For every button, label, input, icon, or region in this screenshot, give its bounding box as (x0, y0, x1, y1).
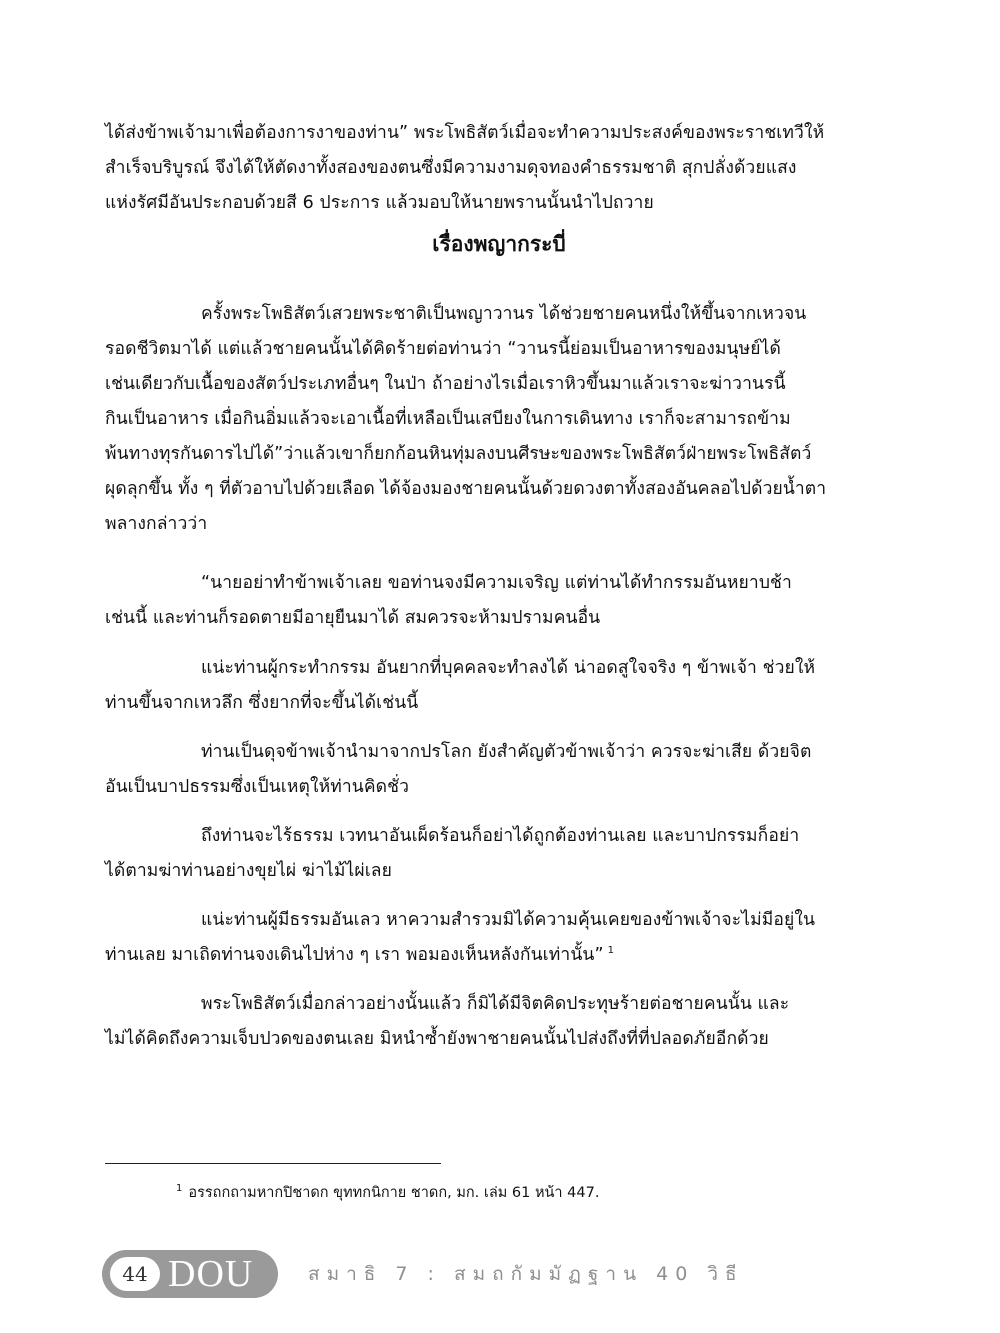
intro-paragraph (105, 116, 893, 221)
verse-paragraph (105, 651, 893, 721)
verse-paragraph (105, 566, 893, 636)
paragraph-line: ถึงท่านจะไร้ธรรม เวทนาอันเผ็ดร้อนก็อย่าได้ถูกต้องท่านเลย และบาปกรรมก็อย่า (201, 826, 800, 846)
intro-line: แห่งรัศมีอันประกอบด้วยสี 6 ประการ แล้วมอบให้นายพรานนั้นนำไปถวาย (105, 193, 654, 213)
paragraph-line: ไม่ได้คิดถึงความเจ็บปวดของตนเลย มิหนำซ้ำยังพาชายคนนั้นไปส่งถึงที่ที่ปลอดภัยอีกด้วย (105, 1029, 769, 1049)
paragraph-line: อันเป็นบาปธรรมซึ่งเป็นเหตุให้ท่านคิดชั่ว (105, 777, 410, 797)
paragraph-line: กินเป็นอาหาร เมื่อกินอิ่มแล้วจะเอาเนื้อที่เหลือเป็นเสบียงในการเดินทาง เราก็จะสามารถข้าม (105, 409, 791, 429)
footnote-divider (105, 1163, 441, 1164)
paragraph-line: ท่านเลย มาเถิดท่านจงเดินไปห่าง ๆ เรา พอมองเห็นหลังกันเท่านั้น” (105, 945, 604, 965)
paragraph-line: เช่นเดียวกับเนื้อของสัตว์ประเภทอื่นๆ ในป่า ถ้าอย่างไรเมื่อเราหิวขึ้นมาแล้วเราจะฆ่าวานรนี้ (105, 374, 786, 394)
verse-paragraph (105, 735, 893, 805)
paragraph-line: เช่นนี้ และท่านก็รอดตายมีอายุยืนมาได้ สมควรจะห้ามปรามคนอื่น (105, 608, 601, 628)
paragraph-line: พลางกล่าวว่า (105, 514, 208, 534)
story-paragraph (105, 987, 893, 1057)
verse-paragraph (105, 819, 893, 889)
page-number: 44 (110, 1257, 160, 1291)
verse-paragraph (105, 903, 893, 973)
intro-line: สำเร็จบริบูรณ์ จึงได้ให้ตัดงาทั้งสองของตนซึ่งมีความงามดุจทองคำธรรมชาติ สุกปลั่งด้วยแสง (105, 158, 797, 178)
section-title: เรื่องพญากระบี่ (432, 232, 566, 256)
footnote-text: อรรถกถามหากปิชาดก ขุททกนิกาย ชาดก, มก. เล่ม 61 หน้า 447. (188, 1185, 600, 1201)
paragraph-line: รอดชีวิตมาได้ แต่แล้วชายคนนั้นได้คิดร้ายต่อท่านว่า “วานรนี้ย่อมเป็นอาหารของมนุษย์ได้ (105, 339, 781, 359)
paragraph-line: แน่ะท่านผู้กระทำกรรม อันยากที่บุคคลจะทำลงได้ น่าอดสูใจจริง ๆ ข้าพเจ้า ช่วยให้ (201, 658, 816, 678)
footnote (176, 1180, 599, 1206)
paragraph-line: ครั้งพระโพธิสัตว์เสวยพระชาติเป็นพญาวานร ได้ช่วยชายคนหนึ่งให้ขึ้นจากเหวจน (201, 304, 807, 324)
paragraph-line: พระโพธิสัตว์เมื่อกล่าวอย่างนั้นแล้ว ก็มิได้มีจิตคิดประทุษร้ายต่อชายคนนั้น และ (201, 994, 790, 1014)
footnote-number: 1 (176, 1183, 183, 1195)
footnote-reference[interactable]: 1 (607, 945, 615, 957)
running-title: สมาธิ 7 : สมถกัมมัฏฐาน 40 วิธี (308, 1263, 744, 1285)
paragraph-line: ผุดลุกขึ้น ทั้ง ๆ ที่ตัวอาบไปด้วยเลือด ได้จ้องมองชายคนนั้นด้วยดวงตาทั้งสองอันคลอไปด้วยน้ำตา (105, 479, 827, 499)
footer-badge (102, 1250, 278, 1298)
paragraph-line: แน่ะท่านผู้มีธรรมอันเลว หาความสำรวมมิได้ความคุ้นเคยของข้าพเจ้าจะไม่มีอยู่ใน (201, 910, 816, 930)
paragraph-line: ได้ตามฆ่าท่านอย่างขุยไผ่ ฆ่าไม้ไผ่เลย (105, 861, 392, 881)
intro-line: ได้ส่งข้าพเจ้ามาเพื่อต้องการงาของท่าน” พระโพธิสัตว์เมื่อจะทำความประสงค์ของพระราชเทวีให้ (105, 123, 825, 143)
paragraph-line: พ้นทางทุรกันดารไปได้”ว่าแล้วเขาก็ยกก้อนหินทุ่มลงบนศีรษะของพระโพธิสัตว์ฝ่ายพระโพธิสัตว์ (105, 444, 812, 464)
story-paragraph (105, 297, 893, 542)
paragraph-line: ท่านขึ้นจากเหวลึก ซึ่งยากที่จะขึ้นได้เช่นนี้ (105, 693, 419, 713)
paragraph-line: ท่านเป็นดุจข้าพเจ้านำมาจากปรโลก ยังสำคัญตัวข้าพเจ้าว่า ควรจะฆ่าเสีย ด้วยจิต (201, 742, 812, 762)
paragraph-line: “นายอย่าทำข้าพเจ้าเลย ขอท่านจงมีความเจริญ แต่ท่านได้ทำกรรมอันหยาบช้า (201, 573, 792, 593)
dou-logo: DOU (168, 1253, 254, 1295)
